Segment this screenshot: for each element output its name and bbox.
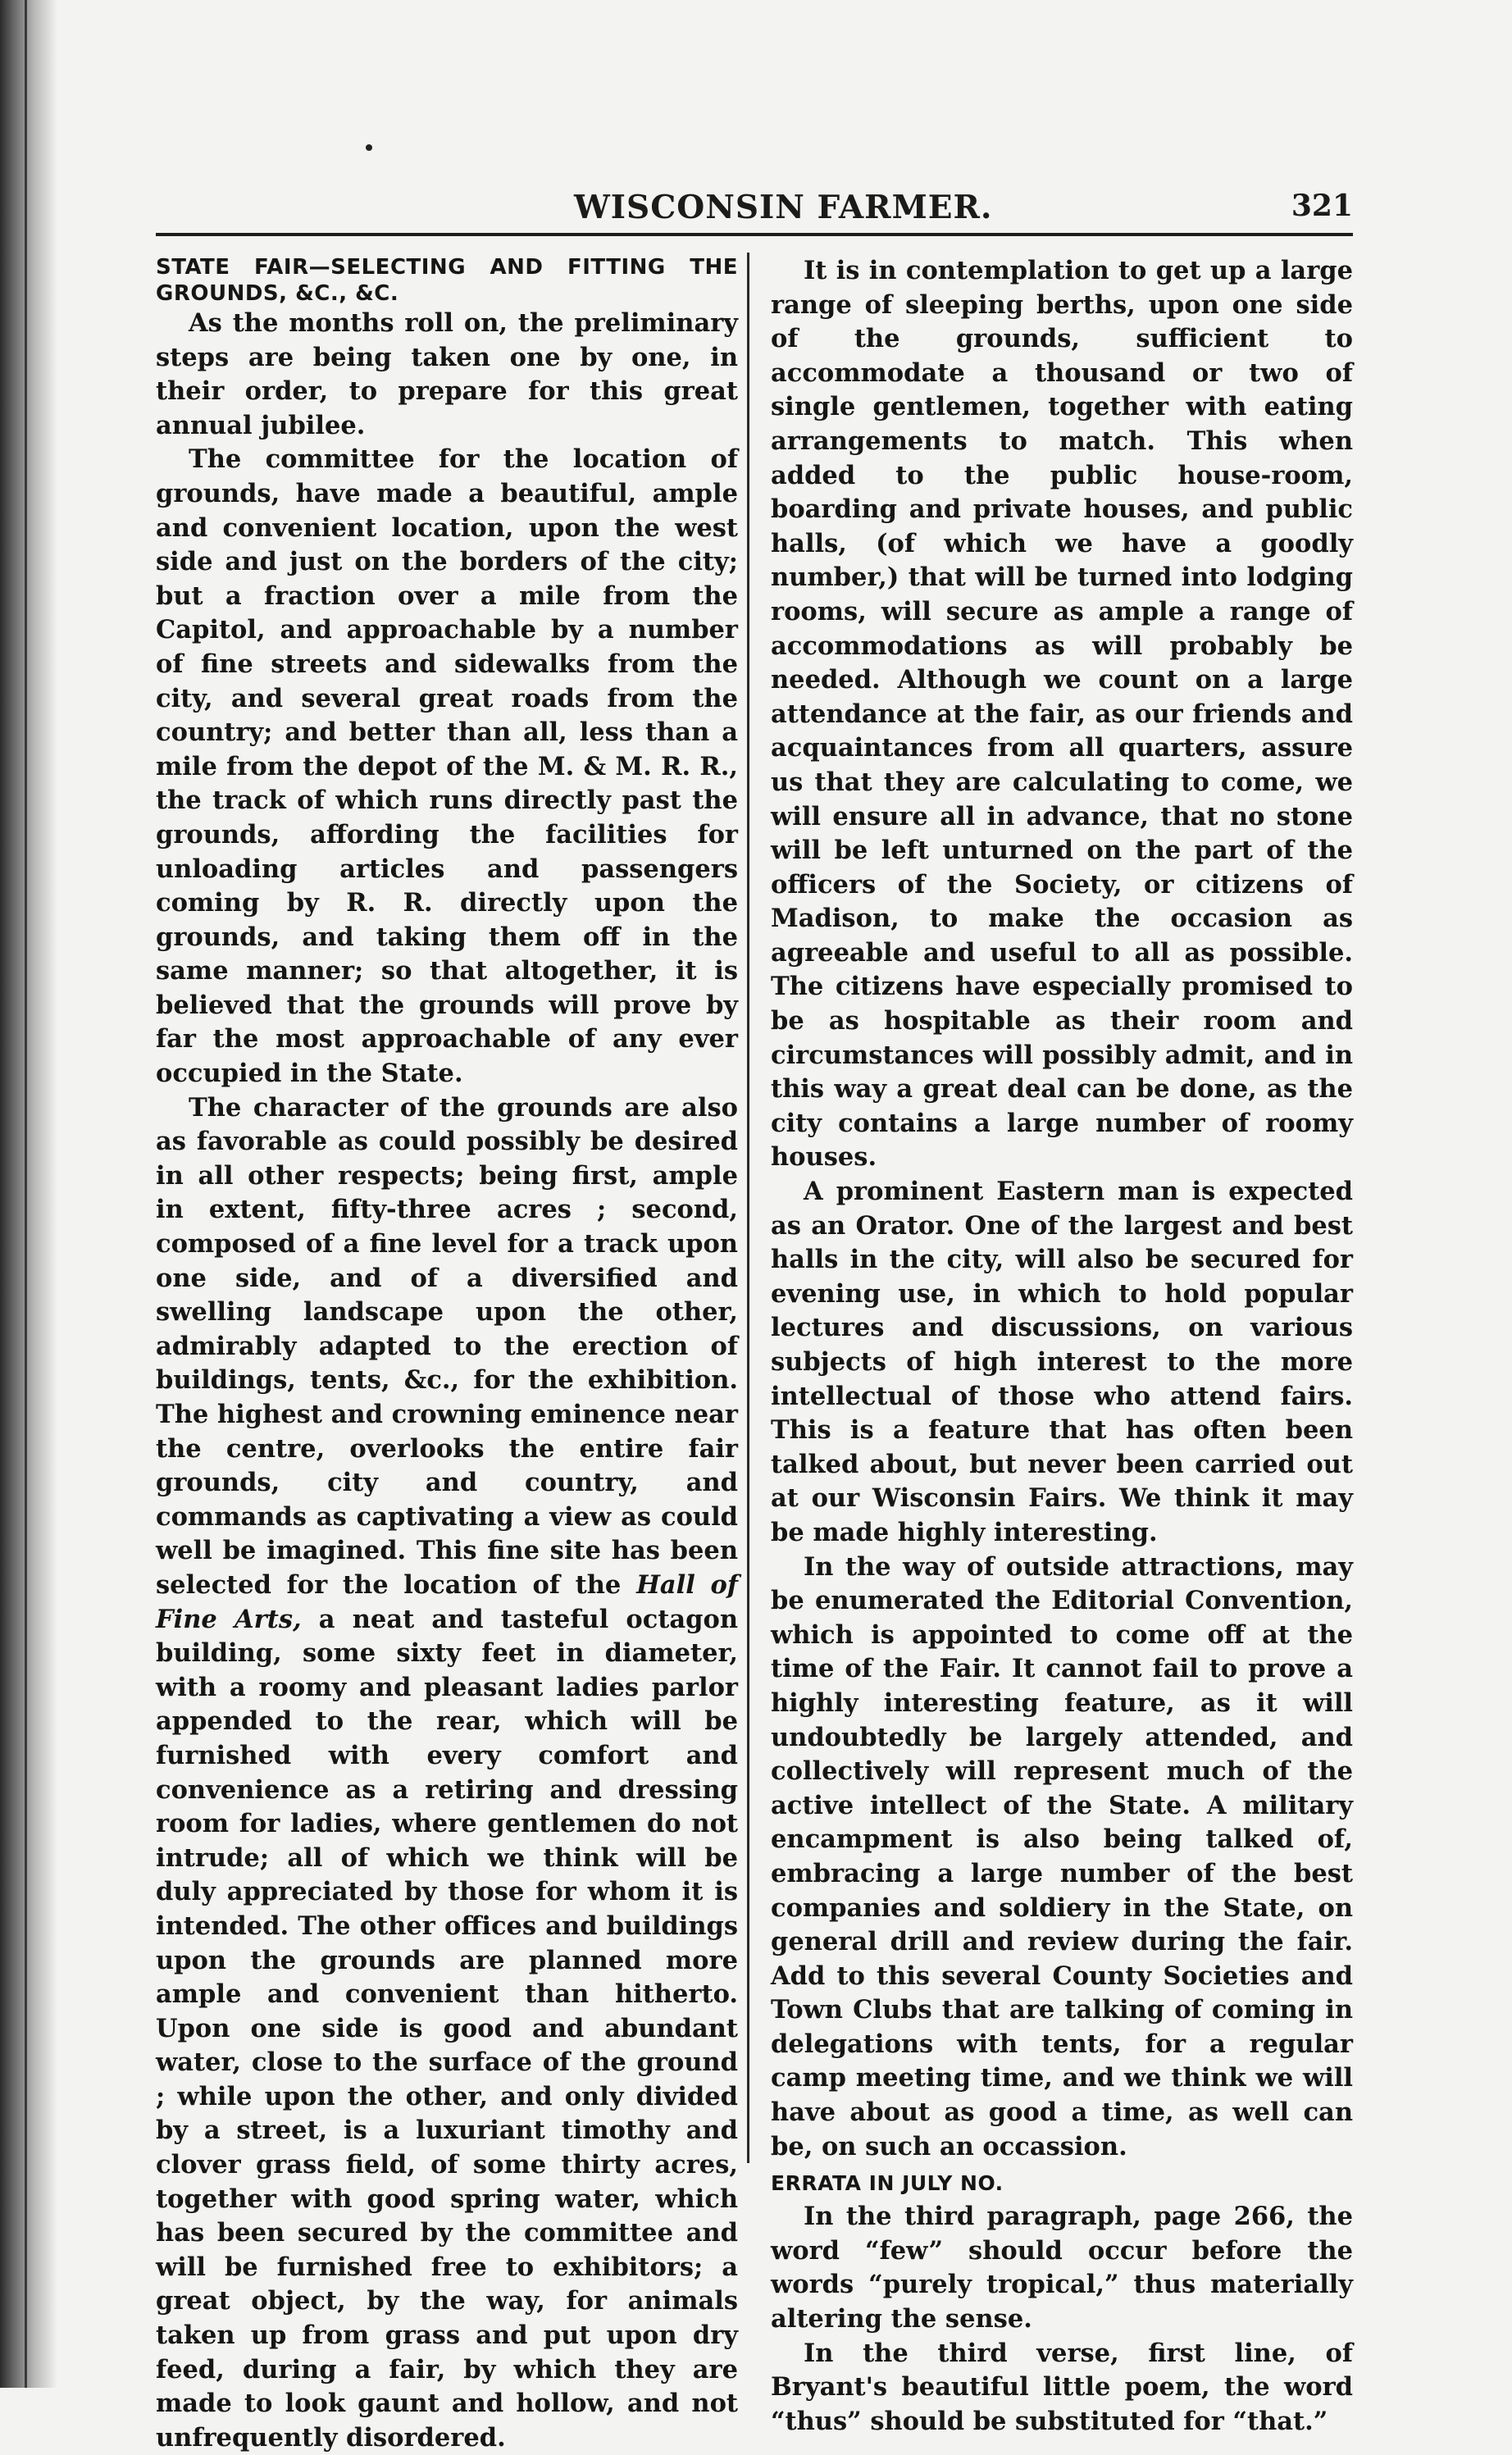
header-rule [156, 233, 1353, 236]
article-paragraph: In the way of outside attractions, may be enumerated the Editorial Convention, which is appointed to come off at the time of the Fair. It cannot fail to prove a highly interesting feature, as it will undoubtedly be largely attended, and collectively will represent much of the active intellect of the State. A military encampment is also being talked of, embracing a large number of the best companies and soldiery in the State, on general drill and review during the fair. Add to this several County Societies and Town Clubs that are talking of coming in delegations with tents, for a regular camp meeting time, and we think we will have about as good a time, as well can be, on such an occassion. [771, 1551, 1353, 2161]
page [156, 148, 1353, 2453]
column-divider [747, 253, 749, 2163]
binding-shadow [0, 0, 57, 2388]
article-title: STATE FAIR—SELECTING AND FITTING THE GROUNDS, &C., &C. [156, 255, 738, 306]
article-paragraph: A prominent Eastern man is expected as an Orator. One of the largest and best halls in the city, will also be secured for evening use, in which to hold popular lectures and discussions, on various subjects of high interest to the more intellectual of those who attend fairs. This is a feature that has often been talked about, but never been carried out at our Wisconsin Fairs. We think it may be made highly interesting. [771, 1177, 1353, 1547]
errata-title: ERRATA IN JULY NO. [771, 2171, 1004, 2196]
article-paragraph: The committee for the location of grounds, have made a beautiful, ample and convenient location, upon the west side and just on the borders of the city; but a fraction over a mile from the Capitol, and approachable by a number of fine streets and sidewalks from the city, and several great roads from the country; and better than all, less than a mile from the depot of the M. & M. R. R., the track of which runs directly past the grounds, affording the facilities for unloading articles and passengers coming by R. R. directly upon the grounds, and taking them off in the same manner; so that altogether, it is believed that the grounds will prove by far the most approachable of any ever occupied in the State. [156, 444, 738, 1089]
running-head [156, 189, 1353, 230]
right-column [771, 254, 1353, 2439]
article-paragraph [156, 1091, 738, 2455]
journal-title: WISCONSIN FARMER. [574, 189, 993, 226]
article-paragraph: It is in contemplation to get up a large range of sleeping berths, upon one side of the grounds, sufficient to accommodate a thousand or two of single gentlemen, together with eating arrangements to match. This when added to the public house-room, boarding and private houses, and public halls, (of which we have a goodly number,) that will be turned into lodging rooms, will secure as ample a range of accommodations as will probably be needed. Although we count on a large attendance at the fair, as our friends and acquaintances from all quarters, assure us that they are calculating to come, we will ensure all in advance, that no stone will be left unturned on the part of the officers of the Society, or citizens of Madison, to make the occasion as agreeable and useful to all as possible. The citizens have especially promised to be as hospitable as their room and circumstances will possibly admit, and in this way a great deal can be done, as the city contains a large number of roomy houses. [771, 256, 1353, 1173]
errata-paragraph: In the third paragraph, page 266, the word “few” should occur before the words “purely tropical,” thus materially altering the sense. [771, 2202, 1353, 2334]
article-paragraph: As the months roll on, the preliminary steps are being taken one by one, in their order, to prepare for this great annual jubilee. [156, 308, 738, 440]
page-number: 321 [1291, 189, 1353, 223]
left-column [156, 254, 738, 2455]
errata-paragraph: In the third verse, first line, of Bryant's beautiful little poem, the word “thus” should be substituted for “that.” [771, 2338, 1353, 2436]
paragraph-text: a neat and tasteful octagon building, some sixty feet in diameter, with a roomy and pleasant ladies parlor appended to the rear, which will be furnished with every comfort and convenience as a retiring and dressing room for ladies, where gentlemen do not intrude; all of which we think will be duly appreciated by those for whom it is intended. The other offices and buildings upon the grounds are planned more ample and convenient than hitherto. Upon one side is good and abundant water, close to the surface of the ground ; while upon the other, and only divided by a street, is a luxuriant timothy and clover grass field, of some thirty acres, together with good spring water, which has been secured by the committee and will be furnished free to exhibitors; a great object, by the way, for animals taken up from grass and put upon dry feed, during a fair, by which they are made to look gaunt and hollow, and not unfrequently disordered. [156, 1604, 738, 2453]
binding-edge [25, 0, 27, 2388]
hall-of-fine-arts-italic: Hall of Fine Arts, [156, 1569, 738, 1634]
paragraph-text: The character of the grounds are also as favorable as could possibly be desired in all other respects; being first, ample in extent, fifty-three acres ; second, composed of a fine level for a track upon one side, and of a diversified and swelling landscape upon the other, admirably adapted to the erection of buildings, tents, &c., for the exhibition. The highest and crowning eminence near the centre, overlooks the entire fair grounds, city and country, and commands as captivating a view as could well be imagined. This fine site has been selected for the location of the [156, 1092, 738, 1600]
